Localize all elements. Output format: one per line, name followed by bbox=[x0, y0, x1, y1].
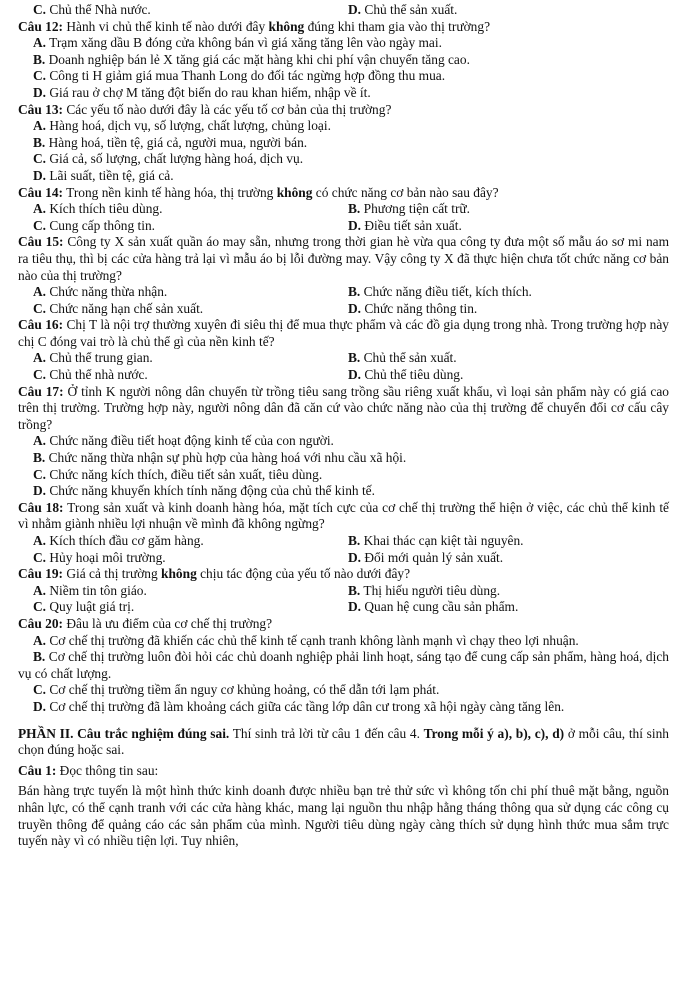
options-row bbox=[18, 201, 669, 218]
option-d: D. Chức năng thông tin. bbox=[348, 300, 478, 316]
question-list bbox=[18, 19, 669, 716]
options-row bbox=[18, 550, 669, 567]
options-row bbox=[18, 284, 669, 301]
question-number: Câu 15: bbox=[18, 234, 64, 250]
question-number: Câu 16: bbox=[18, 317, 64, 333]
option-d: D. Chức năng khuyến khích tính năng động của chủ thể kinh tế. bbox=[33, 483, 375, 499]
question-number: Câu 18: bbox=[18, 499, 64, 515]
option-d: D. Đổi mới quản lý sản xuất. bbox=[348, 549, 504, 565]
question-stem: Câu 14: Trong nền kinh tế hàng hóa, thị trường không có chức năng cơ bản nào sau đây? bbox=[18, 184, 499, 200]
option-b: B. Khai thác cạn kiệt tài nguyên. bbox=[348, 533, 524, 548]
question-stem: Câu 15: Công ty X sản xuất quần áo may sẵn, nhưng trong thời gian hè vừa qua công ty đưa một số mẫu áo sơ mi nam ra tiêu thụ, thì bị các cửa hàng trả lại vì mẫu áo bị lỗi đường may. Vậy công ty X đã thực hiện chưa tốt chức năng cơ bản nào của thị trường? bbox=[18, 234, 670, 283]
options-row bbox=[18, 367, 669, 384]
question-stem: Câu 16: Chị T là nội trợ thường xuyên đi siêu thị để mua thực phẩm và các đồ gia dụng trong nhà. Trong trường hợp này chị C đóng vai trò là chủ thể gì của nền kinh tế? bbox=[18, 317, 669, 349]
option-c: C. Cung cấp thông tin. bbox=[33, 217, 156, 233]
question-block bbox=[18, 234, 669, 317]
part2-question-1: Câu 1: Đọc thông tin sau: bbox=[18, 762, 159, 778]
question-number: Câu 14: bbox=[18, 184, 64, 200]
question-number: Câu 13: bbox=[18, 101, 64, 117]
options-row bbox=[18, 583, 669, 600]
options-row bbox=[18, 533, 669, 550]
question-block bbox=[18, 19, 669, 102]
option-a: A. Trạm xăng dầu B đóng cửa không bán vì giá xăng tăng lên vào ngày mai. bbox=[33, 35, 442, 51]
question-stem: Câu 20: Đâu là ưu điểm của cơ chế thị trường? bbox=[18, 615, 273, 631]
options-row bbox=[18, 599, 669, 616]
question-block bbox=[18, 317, 669, 383]
option-a: A. Chức năng điều tiết hoạt động kinh tế của con người. bbox=[33, 433, 334, 449]
option-d: D. Lãi suất, tiền tệ, giá cả. bbox=[33, 167, 174, 183]
q11-options-row bbox=[18, 2, 669, 19]
option-a: A. Hàng hoá, dịch vụ, số lượng, chất lượng, chủng loại. bbox=[33, 118, 331, 134]
question-block bbox=[18, 566, 669, 616]
question-number: Câu 12: bbox=[18, 18, 64, 34]
question-number: Câu 19: bbox=[18, 566, 64, 582]
option-b: B. Chức năng thừa nhận sự phù hợp của hàng hoá với nhu cầu xã hội. bbox=[33, 450, 407, 466]
option-c: C. Chủ thể Nhà nước. bbox=[33, 2, 151, 17]
option-d: D. Giá rau ở chợ M tăng đột biến do rau khan hiếm, nhập về ít. bbox=[33, 84, 371, 100]
option-b: B. Chức năng điều tiết, kích thích. bbox=[348, 284, 532, 300]
option-a: A. Niềm tin tôn giáo. bbox=[33, 582, 147, 598]
option-c: C. Chức năng hạn chế sản xuất. bbox=[33, 300, 204, 316]
part2-header: PHẦN II. Câu trắc nghiệm đúng sai. Thí sinh trả lời từ câu 1 đến câu 4. Trong mỗi ý a), b), c), d) ở mỗi câu, thí sinh chọn đúng hoặc sai. bbox=[18, 725, 669, 758]
question-stem: Câu 19: Giá cả thị trường không chịu tác động của yếu tố nào dưới đây? bbox=[18, 566, 411, 582]
question-number: Câu 20: bbox=[18, 615, 64, 631]
reading-passage: Bán hàng trực tuyến là một hình thức kinh doanh được nhiều bạn trẻ thử sức vì không tốn chi phí thuê mặt bằng, nguồn nhân lực, có thể cạnh tranh với các cửa hàng khác, mang lại nguồn thu nhập hằng tháng thông qua sử dụng các công cụ truyền thông để quảng cáo các sản phẩm của mình. Người tiêu dùng ngày càng thích sử dụng hình thức mua sắm trực tuyến này vì có nhiều tiện lợi. Tuy nhiên, bbox=[18, 783, 669, 849]
option-c: C. Công ti H giảm giá mua Thanh Long do đối tác ngừng hợp đồng thu mua. bbox=[33, 68, 446, 84]
question-block bbox=[18, 384, 669, 500]
option-c: C. Hủy hoại môi trường. bbox=[33, 549, 166, 565]
question-block bbox=[18, 102, 669, 185]
option-c: C. Quy luật giá trị. bbox=[33, 599, 135, 615]
option-a: A. Cơ chế thị trường đã khiến các chủ thể kinh tế cạnh tranh không lành mạnh vì chạy theo lợi nhuận. bbox=[33, 632, 579, 648]
question-number: Câu 17: bbox=[18, 383, 64, 399]
question-stem: Câu 18: Trong sản xuất và kinh doanh hàng hóa, mặt tích cực của cơ chế thị trường thể hiện ở việc, các chủ thể kinh tế vì nhằm giành nhiều lợi nhuận về mình đã không ngừng? bbox=[18, 499, 669, 532]
option-c: C. Cơ chế thị trường tiềm ẩn nguy cơ khủng hoảng, có thể dẫn tới lạm phát. bbox=[33, 682, 440, 698]
question-stem: Câu 12: Hành vi chủ thể kinh tế nào dưới đây không đúng khi tham gia vào thị trường? bbox=[18, 18, 491, 34]
option-a: A. Chủ thể trung gian. bbox=[33, 350, 153, 366]
options-row bbox=[18, 218, 669, 235]
option-d: D. Chủ thể sản xuất. bbox=[348, 2, 458, 17]
question-stem: Câu 17: Ở tỉnh K người nông dân chuyển từ trồng tiêu sang trồng sầu riêng xuất khẩu, vì loại sản phẩm này có giá cao trên thị trường. Trường hợp này, người nông dân đã căn cứ vào chức năng nào của thị trường để chuyển đổi cơ cấu cây trồng? bbox=[18, 383, 670, 432]
option-b: B. Chủ thể sản xuất. bbox=[348, 350, 457, 366]
option-a: A. Chức năng thừa nhận. bbox=[33, 284, 168, 300]
option-d: D. Quan hệ cung cầu sản phẩm. bbox=[348, 599, 519, 615]
option-b: B. Hàng hoá, tiền tệ, giá cả, người mua, người bán. bbox=[33, 134, 308, 150]
option-d: D. Điều tiết sản xuất. bbox=[348, 217, 462, 233]
question-block bbox=[18, 185, 669, 235]
option-b: B. Cơ chế thị trường luôn đòi hỏi các chủ doanh nghiệp phải linh hoạt, sáng tạo để cung cấp sản phẩm, hàng hoá, dịch vụ có chất lượng. bbox=[18, 649, 669, 681]
part2-title: PHẦN II. Câu trắc nghiệm đúng sai. bbox=[18, 725, 230, 741]
options-row bbox=[18, 301, 669, 318]
option-d: D. Chủ thể tiêu dùng. bbox=[348, 367, 464, 383]
option-b: B. Thị hiếu người tiêu dùng. bbox=[348, 582, 501, 598]
option-a: A. Kích thích đầu cơ găm hàng. bbox=[33, 533, 204, 548]
question-stem: Câu 13: Các yếu tố nào dưới đây là các yếu tố cơ bản của thị trường? bbox=[18, 101, 392, 117]
option-b: B. Doanh nghiệp bán lẻ X tăng giá các mặt hàng khi chi phí vận chuyển tăng cao. bbox=[33, 51, 470, 67]
option-d: D. Cơ chế thị trường đã làm khoảng cách giữa các tầng lớp dân cư trong xã hội ngày càng tăng lên. bbox=[33, 698, 565, 714]
options-row bbox=[18, 350, 669, 367]
question-block bbox=[18, 616, 669, 716]
option-c: C. Chức năng kích thích, điều tiết sản xuất, tiêu dùng. bbox=[33, 466, 323, 482]
option-a: A. Kích thích tiêu dùng. bbox=[33, 201, 163, 217]
question-block bbox=[18, 500, 669, 566]
question-number: Câu 1: bbox=[18, 762, 57, 778]
option-b: B. Phương tiện cất trữ. bbox=[348, 201, 471, 217]
option-c: C. Giá cả, số lượng, chất lượng hàng hoá, dịch vụ. bbox=[33, 151, 304, 167]
option-c: C. Chủ thể nhà nước. bbox=[33, 367, 148, 383]
